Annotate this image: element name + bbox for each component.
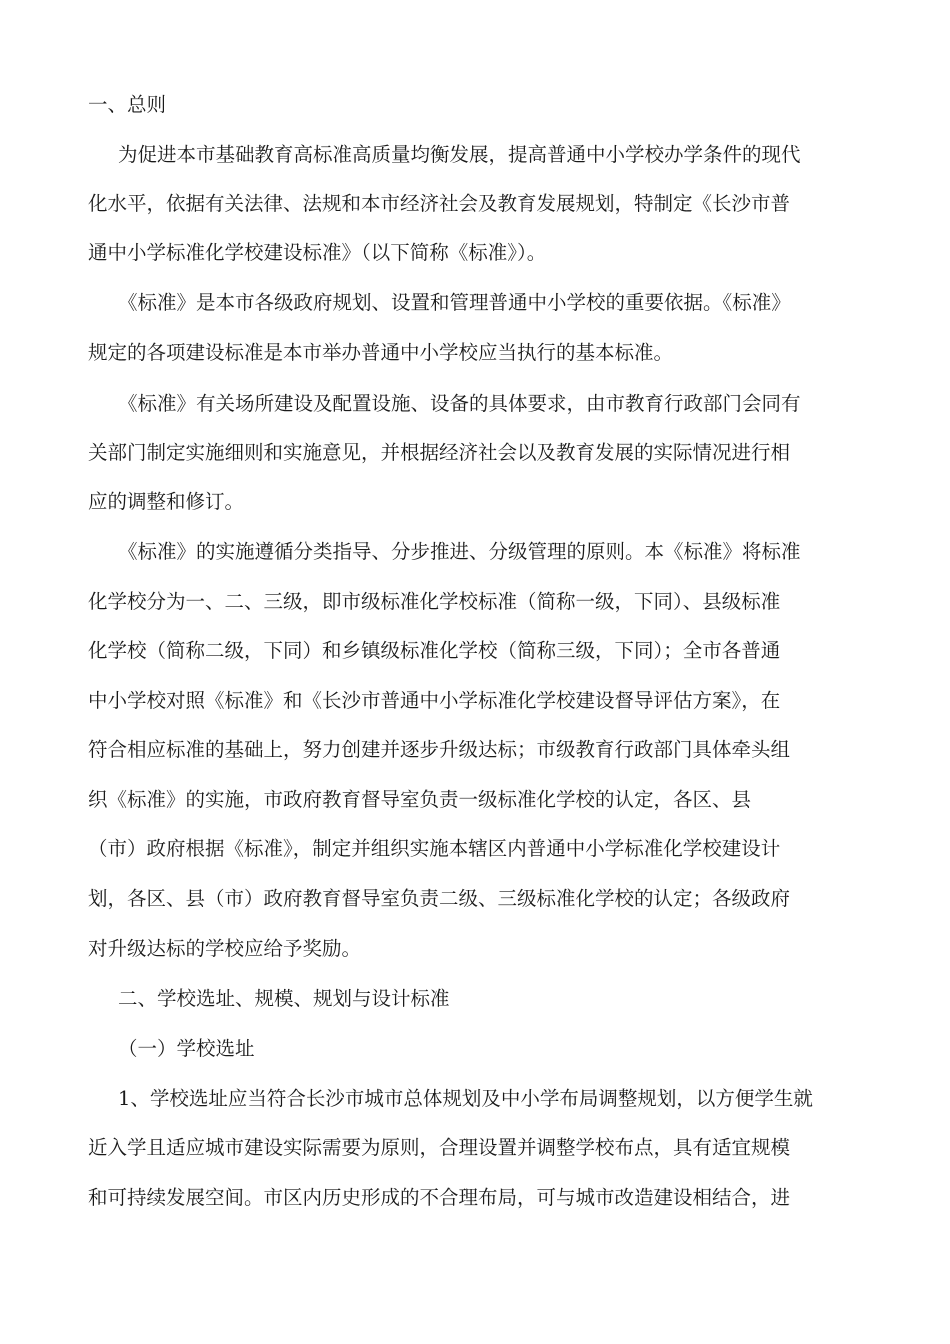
paragraph-line: 化学校（简称二级，下同）和乡镇级标准化学校（简称三级，下同）；全市各普通 <box>88 639 781 662</box>
paragraph-line: 《标准》是本市各级政府规划、设置和管理普通中小学校的重要依据。《标准》 <box>118 291 791 314</box>
paragraph-line: 《标准》的实施遵循分类指导、分步推进、分级管理的原则。本《标准》将标准 <box>118 540 801 563</box>
paragraph-line: 规定的各项建设标准是本市举办普通中小学校应当执行的基本标准。 <box>88 341 674 364</box>
paragraph-line: （市）政府根据《标准》，制定并组织实施本辖区内普通中小学标准化学校建设计 <box>88 837 781 860</box>
paragraph-line: 化学校分为一、二、三级，即市级标准化学校标准（简称一级，下同）、县级标准 <box>88 590 781 613</box>
paragraph-line: 对升级达标的学校应给予奖励。 <box>88 937 362 960</box>
paragraph-line: 1、学校选址应当符合长沙市城市总体规划及中小学布局调整规划，以方便学生就 <box>118 1087 813 1110</box>
section-heading-general: 一、总则 <box>88 93 167 116</box>
paragraph-line: 应的调整和修订。 <box>88 490 245 513</box>
paragraph-line: 中小学校对照《标准》和《长沙市普通中小学标准化学校建设督导评估方案》，在 <box>88 689 781 712</box>
paragraph-line: 《标准》有关场所建设及配置设施、设备的具体要求，由市教育行政部门会同有 <box>118 392 801 415</box>
paragraph-line: 为促进本市基础教育高标准高质量均衡发展，提高普通中小学校办学条件的现代 <box>118 143 801 166</box>
section-heading-site-scale-planning: 二、学校选址、规模、规划与设计标准 <box>118 987 450 1010</box>
subsection-heading-site-selection: （一）学校选址 <box>118 1037 255 1060</box>
paragraph-line: 织《标准》的实施，市政府教育督导室负责一级标准化学校的认定，各区、县 <box>88 788 752 811</box>
paragraph-line: 关部门制定实施细则和实施意见，并根据经济社会以及教育发展的实际情况进行相 <box>88 441 791 464</box>
paragraph-line: 和可持续发展空间。市区内历史形成的不合理布局，可与城市改造建设相结合，进 <box>88 1186 791 1209</box>
paragraph-line: 符合相应标准的基础上，努力创建并逐步升级达标；市级教育行政部门具体牵头组 <box>88 738 791 761</box>
paragraph-line: 划，各区、县（市）政府教育督导室负责二级、三级标准化学校的认定；各级政府 <box>88 887 791 910</box>
paragraph-line: 近入学且适应城市建设实际需要为原则，合理设置并调整学校布点，具有适宜规模 <box>88 1136 791 1159</box>
paragraph-line: 化水平，依据有关法律、法规和本市经济社会及教育发展规划，特制定《长沙市普 <box>88 192 791 215</box>
paragraph-line: 通中小学标准化学校建设标准》（以下简称《标准》）。 <box>88 241 547 264</box>
